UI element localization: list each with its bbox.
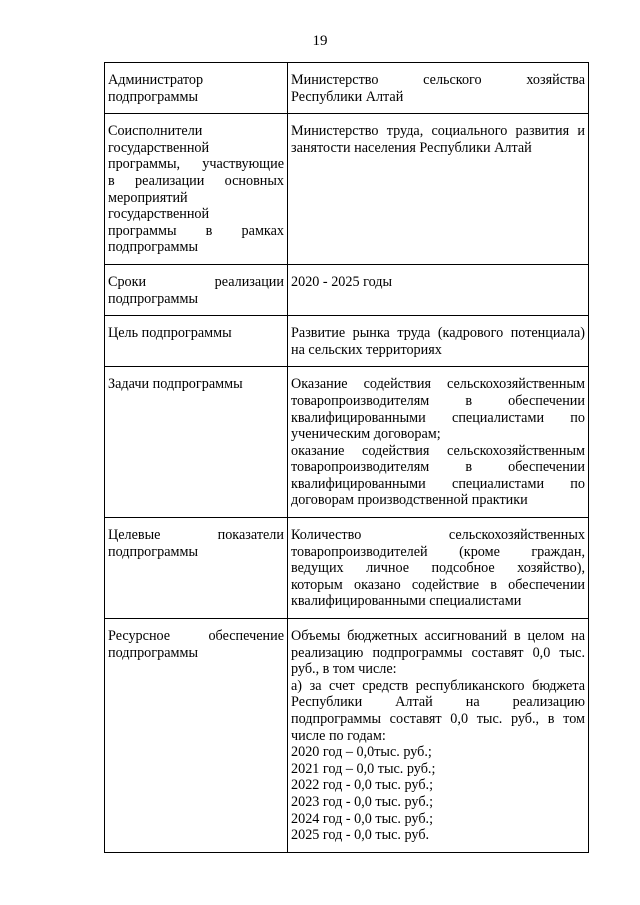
value-line: реализацию подпрограммы составят 0,0 тыс.	[291, 644, 585, 661]
row-label	[105, 518, 288, 619]
value-line: товаропроизводителям в обеспечении	[291, 459, 585, 476]
table-row	[105, 63, 589, 114]
value-line: Республики Алтай на реализацию	[291, 694, 585, 711]
table-row	[105, 619, 589, 853]
label-line: подпрограммы	[108, 239, 198, 256]
label-line: подпрограммы	[108, 290, 198, 307]
label-line: Целевые показатели	[108, 527, 284, 544]
row-value	[288, 619, 589, 853]
table-row	[105, 518, 589, 619]
row-label	[105, 316, 288, 367]
label-line: подпрограммы	[108, 543, 198, 560]
label-line: Цель подпрограммы	[108, 325, 232, 342]
row-label	[105, 619, 288, 853]
label-line: программы в рамках	[108, 222, 284, 239]
row-label	[105, 264, 288, 315]
value-line: числе по годам:	[291, 727, 386, 744]
label-line: программы, участвующие	[108, 156, 284, 173]
label-line: Администратор	[108, 72, 204, 88]
value-line: Объемы бюджетных ассигнований в целом на	[291, 628, 585, 645]
value-line: занятости населения Республики Алтай	[291, 139, 532, 156]
value-line: 2022 год - 0,0 тыс. руб.;	[291, 777, 434, 794]
label-line: государственной	[108, 139, 210, 156]
label-line: Сроки реализации	[108, 273, 284, 290]
value-line: которым оказано содействие в обеспечении	[291, 576, 585, 593]
value-line: Количество сельскохозяйственных	[291, 527, 585, 544]
value-line: товаропроизводителям в обеспечении	[291, 392, 585, 409]
value-line: Министерство труда, социального развития и	[291, 123, 585, 140]
value-line: оказание содействия сельскохозяйственным	[291, 442, 585, 459]
row-label	[105, 367, 288, 518]
value-line: 2021 год – 0,0 тыс. руб.;	[291, 760, 436, 777]
value-line: руб., в том числе:	[291, 661, 397, 678]
row-value	[288, 63, 589, 114]
value-line: квалифицированными специалистами по	[291, 475, 585, 492]
value-line: ведущих личное подсобное хозяйство),	[291, 560, 585, 577]
label-line: Задачи подпрограммы	[108, 376, 243, 393]
label-line: мероприятий	[108, 189, 188, 206]
value-line: товаропроизводителей (кроме граждан,	[291, 543, 585, 560]
label-line: государственной	[108, 206, 210, 223]
value-line: ученическим договорам;	[291, 426, 441, 443]
label-line: в реализации основных	[108, 172, 284, 189]
table-row	[105, 367, 589, 518]
value-line: Развитие рынка труда (кадрового потенциала)	[291, 325, 585, 342]
row-label	[105, 114, 288, 265]
row-value	[288, 367, 589, 518]
table-row	[105, 114, 589, 265]
subprogram-passport-table	[104, 62, 589, 853]
label-line: подпрограммы	[108, 88, 198, 105]
value-line: квалифицированными специалистами	[291, 593, 522, 610]
value-line: Оказание содействия сельскохозяйственным	[291, 376, 585, 393]
value-line: квалифицированными специалистами по	[291, 409, 585, 426]
row-label	[105, 63, 288, 114]
label-line: Ресурсное обеспечение	[108, 628, 284, 645]
row-value	[288, 114, 589, 265]
value-line: Министерство сельского хозяйства	[291, 72, 585, 88]
value-line: 2023 год - 0,0 тыс. руб.;	[291, 793, 434, 810]
value-line: Республики Алтай	[291, 88, 404, 105]
value-line: 2020 - 2025 годы	[291, 273, 393, 290]
row-value	[288, 316, 589, 367]
value-line: а) за счет средств республиканского бюджета	[291, 677, 585, 694]
table-row	[105, 316, 589, 367]
value-line: 2024 год - 0,0 тыс. руб.;	[291, 810, 434, 827]
value-line: 2020 год – 0,0тыс. руб.;	[291, 744, 432, 761]
value-line: на сельских территориях	[291, 341, 442, 358]
value-line: подпрограммы составят 0,0 тыс. руб., в том	[291, 711, 585, 727]
label-line: Соисполнители	[108, 123, 203, 140]
table-row	[105, 264, 589, 315]
value-line: 2025 год - 0,0 тыс. руб.	[291, 827, 430, 844]
page-number: 19	[312, 33, 328, 49]
row-value	[288, 264, 589, 315]
value-line: договорам производственной практики	[291, 492, 528, 509]
row-value	[288, 518, 589, 619]
label-line: подпрограммы	[108, 644, 198, 661]
